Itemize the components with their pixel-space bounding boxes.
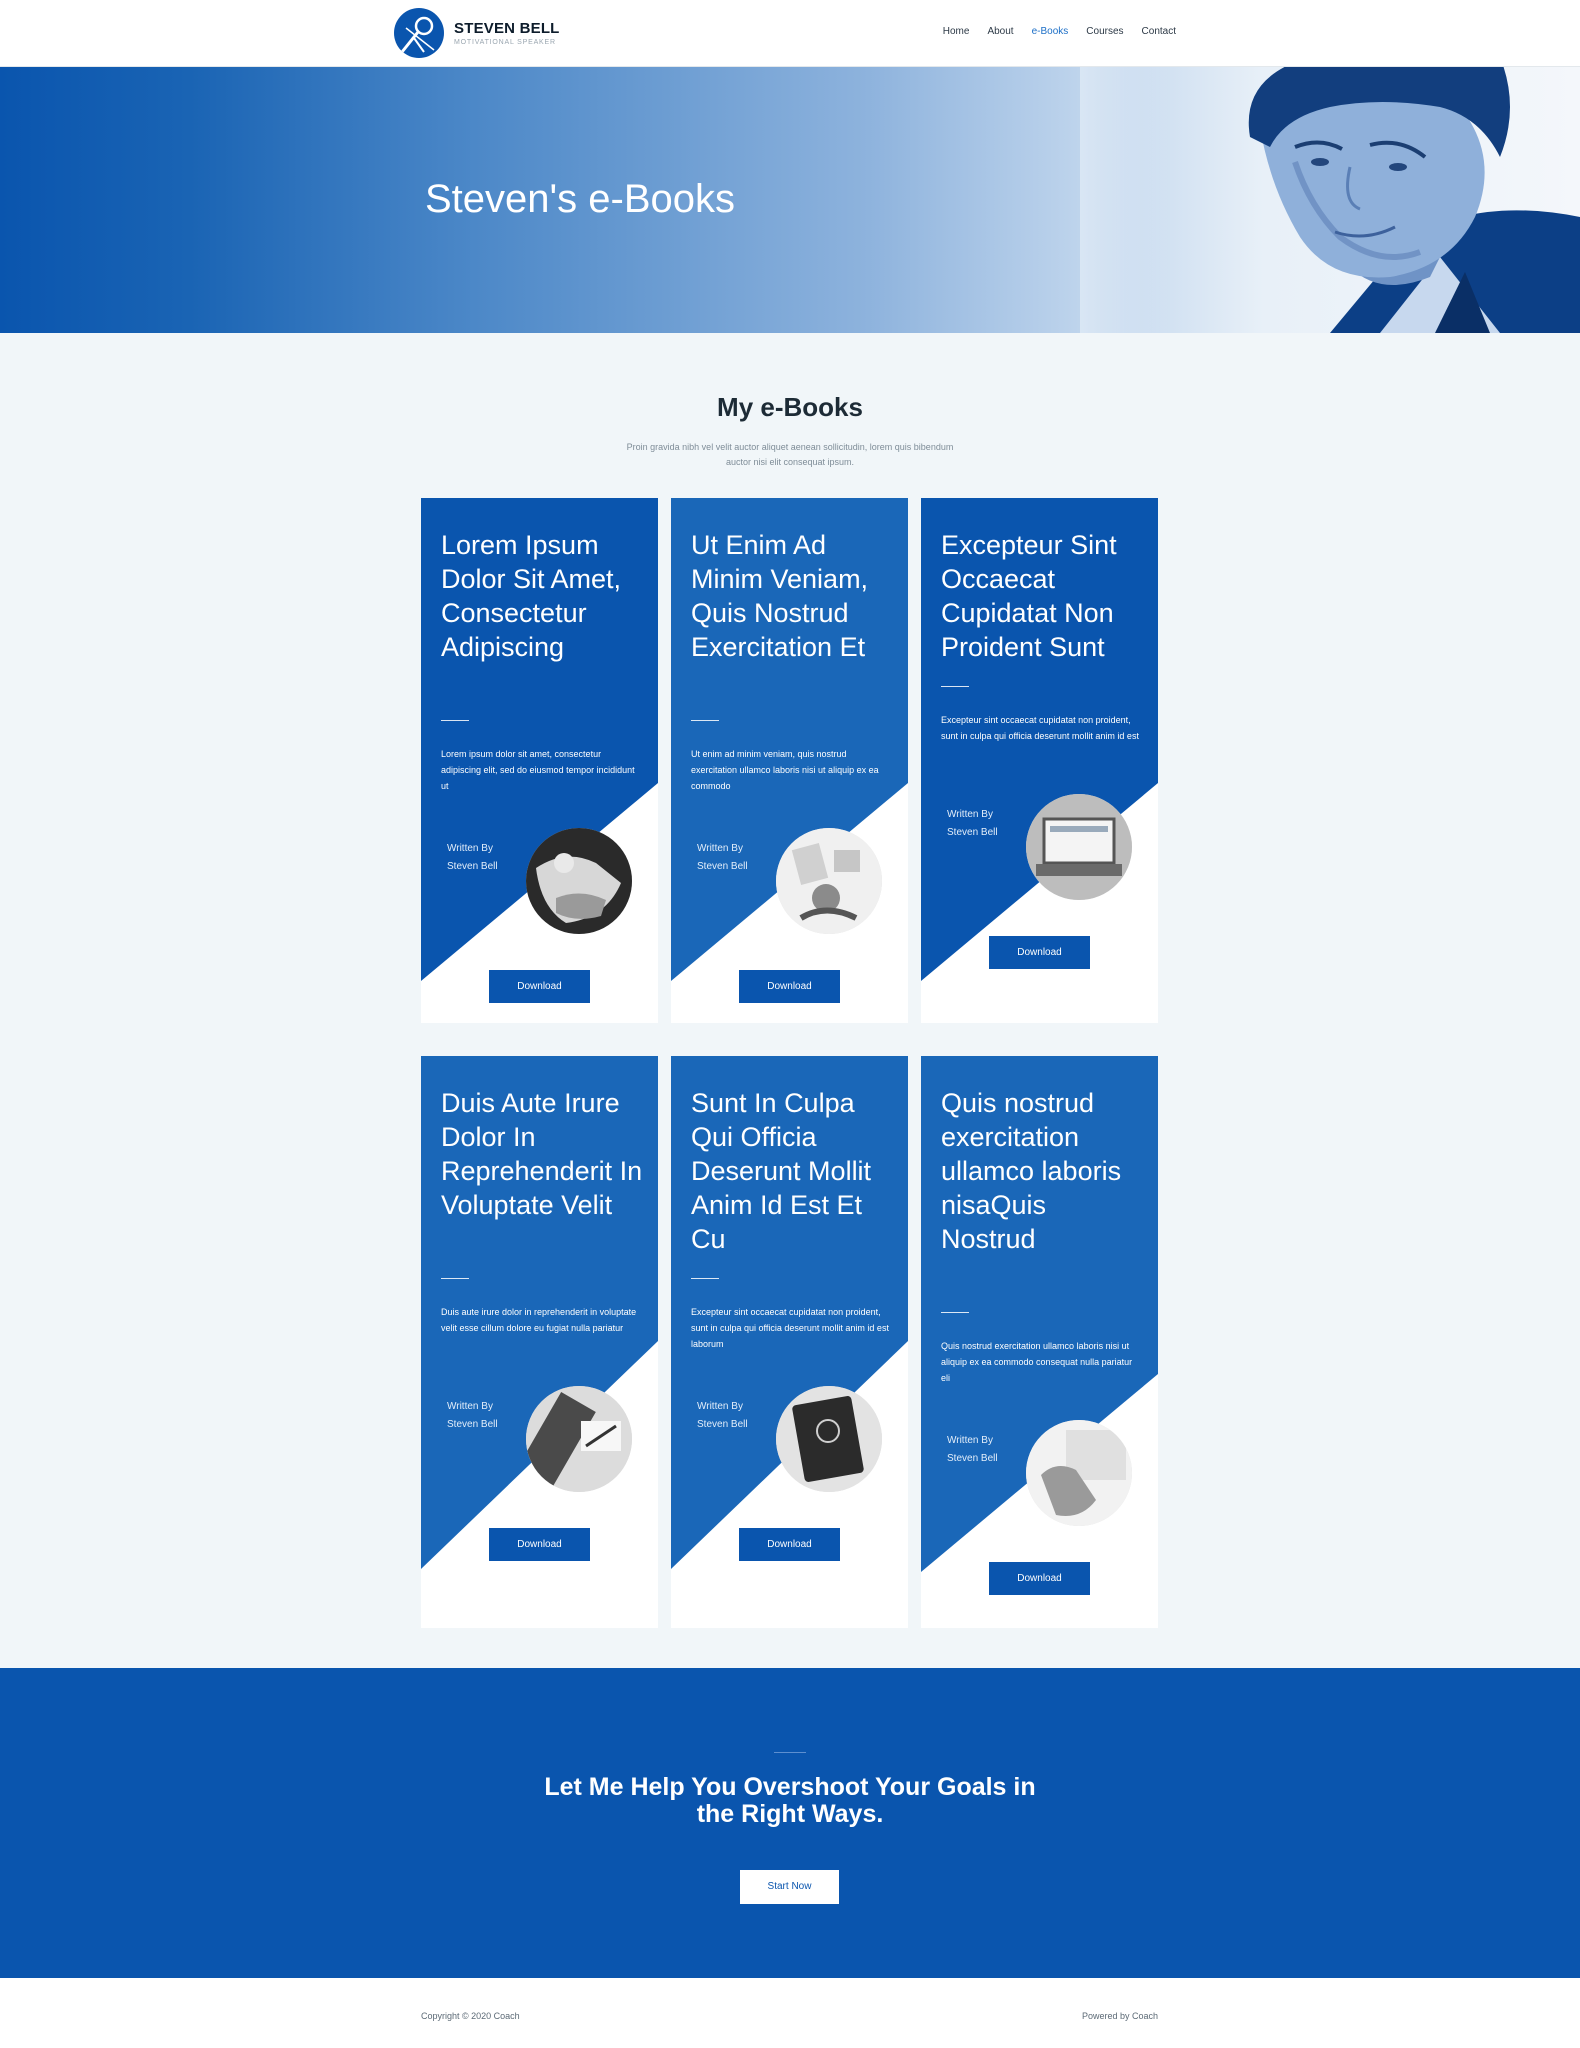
ebook-image — [526, 828, 632, 934]
copyright-text: Copyright © 2020 Coach — [421, 2011, 520, 2021]
ebook-card — [921, 1056, 1158, 1628]
author-name: Steven Bell — [697, 861, 748, 872]
cta-divider — [774, 1752, 806, 1753]
title-divider — [441, 1278, 469, 1279]
ebook-author — [947, 1432, 998, 1468]
written-by-label: Written By — [697, 843, 743, 854]
site-header — [0, 0, 1580, 67]
ebook-author — [947, 806, 998, 842]
written-by-label: Written By — [447, 1401, 493, 1412]
section-title: My e-Books — [717, 392, 863, 422]
ebook-title: Ut Enim Ad Minim Veniam, Quis Nostrud Exercitation Et — [691, 530, 869, 662]
nav-item-ebooks[interactable]: e-Books — [1031, 26, 1069, 37]
download-button[interactable]: Download — [739, 970, 840, 1003]
written-by-label: Written By — [697, 1401, 743, 1412]
ebook-excerpt: Ut enim ad minim veniam, quis nostrud exercitation ullamco laboris nisi ut aliquip ex ea commodo — [691, 749, 879, 791]
download-button[interactable]: Download — [989, 1562, 1090, 1595]
author-name: Steven Bell — [697, 1419, 748, 1430]
ebook-image — [526, 1386, 632, 1492]
nav-item-about[interactable]: About — [987, 26, 1014, 37]
download-button[interactable]: Download — [489, 970, 590, 1003]
ebook-card — [921, 498, 1158, 1023]
ebook-card — [421, 1056, 658, 1628]
author-name: Steven Bell — [447, 861, 498, 872]
cta-section — [0, 1668, 1580, 1978]
brand-subtitle: MOTIVATIONAL SPEAKER — [454, 39, 556, 46]
ebook-image — [1026, 794, 1132, 900]
site-footer — [0, 1978, 1580, 2048]
section-description: Proin gravida nibh vel velit auctor aliquet aenean sollicitudin, lorem quis bibendum auctor nisi elit consequat ipsum. — [626, 442, 954, 467]
hero-title: Steven's e-Books — [425, 177, 736, 221]
ebook-card — [671, 1056, 908, 1628]
ebook-excerpt: Quis nostrud exercitation ullamco laboris nisi ut aliquip ex ea commodo consequat nulla pariatur eli — [941, 1341, 1133, 1383]
title-divider — [941, 1312, 969, 1313]
author-name: Steven Bell — [447, 1419, 498, 1430]
start-now-button[interactable]: Start Now — [740, 1870, 839, 1904]
ebook-excerpt: Lorem ipsum dolor sit amet, consectetur adipiscing elit, sed do eiusmod tempor incididunt ut — [441, 749, 635, 791]
ebook-excerpt: Excepteur sint occaecat cupidatat non proident, sunt in culpa qui officia deserunt mollit anim id est laborum — [691, 1307, 889, 1349]
download-button[interactable]: Download — [989, 936, 1090, 969]
powered-by-text: Powered by Coach — [1081, 2011, 1158, 2021]
main-nav — [943, 26, 1176, 37]
nav-item-courses[interactable]: Courses — [1086, 26, 1124, 37]
title-divider — [691, 1278, 719, 1279]
ebook-author — [697, 1398, 748, 1434]
written-by-label: Written By — [947, 1435, 993, 1446]
hero-portrait-image — [1080, 67, 1580, 333]
nav-item-home[interactable]: Home — [942, 26, 970, 37]
download-button[interactable]: Download — [739, 1528, 840, 1561]
logo-mark-icon — [394, 8, 444, 58]
ebook-title: Quis nostrud exercitation ullamco laboris nisaQuis Nostrud — [941, 1088, 1122, 1254]
ebook-title: Sunt In Culpa Qui Officia Deserunt Mollit Anim Id Est Et Cu — [691, 1088, 872, 1254]
ebook-title: Excepteur Sint Occaecat Cupidatat Non Proident Sunt — [941, 530, 1117, 662]
hero-banner — [0, 67, 1580, 333]
ebook-excerpt: Duis aute irure dolor in reprehenderit in voluptate velit esse cillum dolore eu fugiat nulla pariatur — [441, 1307, 637, 1333]
ebook-author — [697, 840, 748, 876]
nav-item-contact[interactable]: Contact — [1141, 26, 1176, 37]
ebook-excerpt: Excepteur sint occaecat cupidatat non proident, sunt in culpa qui officia deserunt mollit anim id est — [941, 715, 1139, 741]
ebook-author — [447, 840, 498, 876]
ebook-image — [1026, 1420, 1132, 1526]
ebook-image — [776, 1386, 882, 1492]
title-divider — [691, 720, 719, 721]
author-name: Steven Bell — [947, 827, 998, 838]
ebook-author — [447, 1398, 498, 1434]
cta-title: Let Me Help You Overshoot Your Goals in the Right Ways. — [544, 1773, 1036, 1828]
written-by-label: Written By — [447, 843, 493, 854]
ebook-image — [776, 828, 882, 934]
download-button[interactable]: Download — [489, 1528, 590, 1561]
ebook-title: Duis Aute Irure Dolor In Reprehenderit In Voluptate Velit — [441, 1088, 643, 1220]
ebook-card — [421, 498, 658, 1023]
author-name: Steven Bell — [947, 1453, 998, 1464]
brand-name: STEVEN BELL — [454, 20, 560, 37]
title-divider — [441, 720, 469, 721]
ebook-title: Lorem Ipsum Dolor Sit Amet, Consectetur Adipiscing — [441, 530, 622, 662]
title-divider — [941, 686, 969, 687]
written-by-label: Written By — [947, 809, 993, 820]
ebook-card — [671, 498, 908, 1023]
logo[interactable] — [394, 8, 560, 58]
